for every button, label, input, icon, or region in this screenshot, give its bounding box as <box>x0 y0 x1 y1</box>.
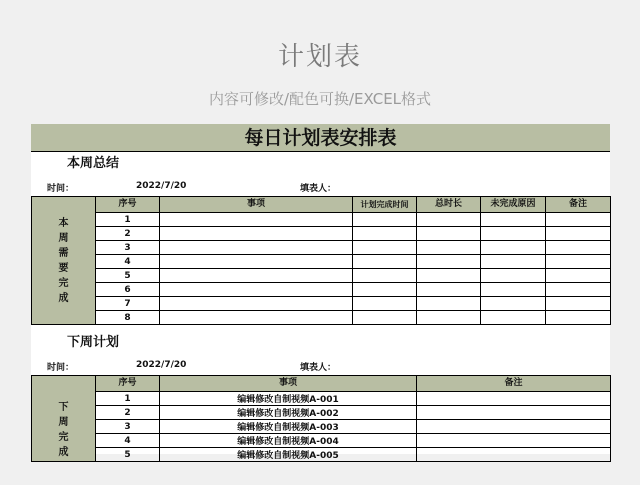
column-header: 事项 <box>160 197 353 213</box>
next-week-meta <box>31 355 610 375</box>
row-number: 1 <box>96 392 160 406</box>
table-cell[interactable] <box>353 227 417 241</box>
table-cell[interactable] <box>160 311 353 325</box>
filler-label: 填表人： <box>300 184 337 194</box>
table-cell[interactable] <box>160 283 353 297</box>
row-number: 4 <box>96 255 160 269</box>
table-cell[interactable] <box>353 255 417 269</box>
table-cell[interactable] <box>417 297 481 311</box>
table-cell[interactable] <box>417 283 481 297</box>
row-number: 3 <box>96 241 160 255</box>
task-cell[interactable]: 编辑修改自制视频A-004 <box>160 434 417 448</box>
table-cell[interactable] <box>160 227 353 241</box>
row-number: 6 <box>96 283 160 297</box>
date-value: 2022/7/20 <box>136 181 187 191</box>
table-cell[interactable] <box>546 241 611 255</box>
column-header: 序号 <box>96 197 160 213</box>
column-header: 总时长 <box>417 197 481 213</box>
table-cell[interactable] <box>417 269 481 283</box>
table-cell[interactable] <box>481 255 546 269</box>
table-row <box>32 269 611 283</box>
this-week-table <box>31 196 611 325</box>
table-header-row <box>32 197 611 213</box>
task-cell[interactable]: 编辑修改自制视频A-003 <box>160 420 417 434</box>
table-cell[interactable] <box>546 283 611 297</box>
table-cell[interactable] <box>160 269 353 283</box>
table-row <box>32 241 611 255</box>
side-label: 本周需要完成 <box>58 217 69 304</box>
column-header: 备注 <box>546 197 611 213</box>
table-cell[interactable] <box>481 283 546 297</box>
table-row <box>32 297 611 311</box>
side-label-cell <box>32 376 96 462</box>
this-week-meta <box>31 176 610 196</box>
table-cell[interactable] <box>417 227 481 241</box>
this-week-section-title: 本周总结 <box>67 156 120 171</box>
table-cell[interactable] <box>353 269 417 283</box>
time-label: 时间： <box>47 363 75 373</box>
filler-label: 填表人： <box>300 363 337 373</box>
table-cell[interactable] <box>417 255 481 269</box>
table-row <box>32 227 611 241</box>
sheet-header: 每日计划表安排表 <box>31 124 610 152</box>
date-value: 2022/7/20 <box>136 360 187 370</box>
table-cell[interactable] <box>546 227 611 241</box>
table-cell[interactable] <box>353 311 417 325</box>
table-cell[interactable] <box>417 213 481 227</box>
note-cell[interactable] <box>417 420 611 434</box>
table-cell[interactable] <box>481 213 546 227</box>
column-header: 未完成原因 <box>481 197 546 213</box>
task-cell[interactable]: 编辑修改自制视频A-005 <box>160 448 417 462</box>
table-cell[interactable] <box>481 227 546 241</box>
plan-sheet <box>31 124 610 461</box>
page-subtitle: 内容可修改/配色可换/EXCEL格式 <box>208 90 432 108</box>
table-cell[interactable] <box>353 241 417 255</box>
column-header: 事项 <box>160 376 417 392</box>
table-cell[interactable] <box>353 283 417 297</box>
table-cell[interactable] <box>160 213 353 227</box>
table-row <box>32 213 611 227</box>
task-cell[interactable]: 编辑修改自制视频A-002 <box>160 406 417 420</box>
note-cell[interactable] <box>417 434 611 448</box>
note-cell[interactable] <box>417 392 611 406</box>
table-cell[interactable] <box>353 297 417 311</box>
table-cell[interactable] <box>481 297 546 311</box>
table-cell[interactable] <box>546 311 611 325</box>
column-header: 备注 <box>417 376 611 392</box>
table-row <box>32 255 611 269</box>
table-row <box>32 420 611 434</box>
table-cell[interactable] <box>546 269 611 283</box>
table-row <box>32 283 611 297</box>
page-title: 计划表 <box>277 42 362 72</box>
table-row <box>32 406 611 420</box>
side-label: 下周完成 <box>58 402 69 458</box>
table-cell[interactable] <box>160 255 353 269</box>
note-cell[interactable] <box>417 448 611 462</box>
row-number: 5 <box>96 448 160 462</box>
column-header: 序号 <box>96 376 160 392</box>
table-header-row <box>32 376 611 392</box>
next-week-section-title: 下周计划 <box>67 335 120 350</box>
task-cell[interactable]: 编辑修改自制视频A-001 <box>160 392 417 406</box>
row-number: 5 <box>96 269 160 283</box>
table-cell[interactable] <box>481 269 546 283</box>
table-row <box>32 434 611 448</box>
row-number: 1 <box>96 213 160 227</box>
table-cell[interactable] <box>546 297 611 311</box>
row-number: 3 <box>96 420 160 434</box>
next-week-table <box>31 375 611 462</box>
table-cell[interactable] <box>160 297 353 311</box>
time-label: 时间： <box>47 184 75 194</box>
row-number: 2 <box>96 406 160 420</box>
side-label-cell <box>32 197 96 325</box>
table-cell[interactable] <box>481 241 546 255</box>
table-row <box>32 448 611 462</box>
note-cell[interactable] <box>417 406 611 420</box>
table-cell[interactable] <box>481 311 546 325</box>
row-number: 2 <box>96 227 160 241</box>
table-cell[interactable] <box>353 213 417 227</box>
table-cell[interactable] <box>417 311 481 325</box>
table-cell[interactable] <box>546 213 611 227</box>
table-cell[interactable] <box>417 241 481 255</box>
table-row <box>32 311 611 325</box>
row-number: 4 <box>96 434 160 448</box>
table-cell[interactable] <box>546 255 611 269</box>
row-number: 7 <box>96 297 160 311</box>
column-header: 计划完成时间 <box>353 197 417 213</box>
table-row <box>32 392 611 406</box>
row-number: 8 <box>96 311 160 325</box>
table-cell[interactable] <box>160 241 353 255</box>
